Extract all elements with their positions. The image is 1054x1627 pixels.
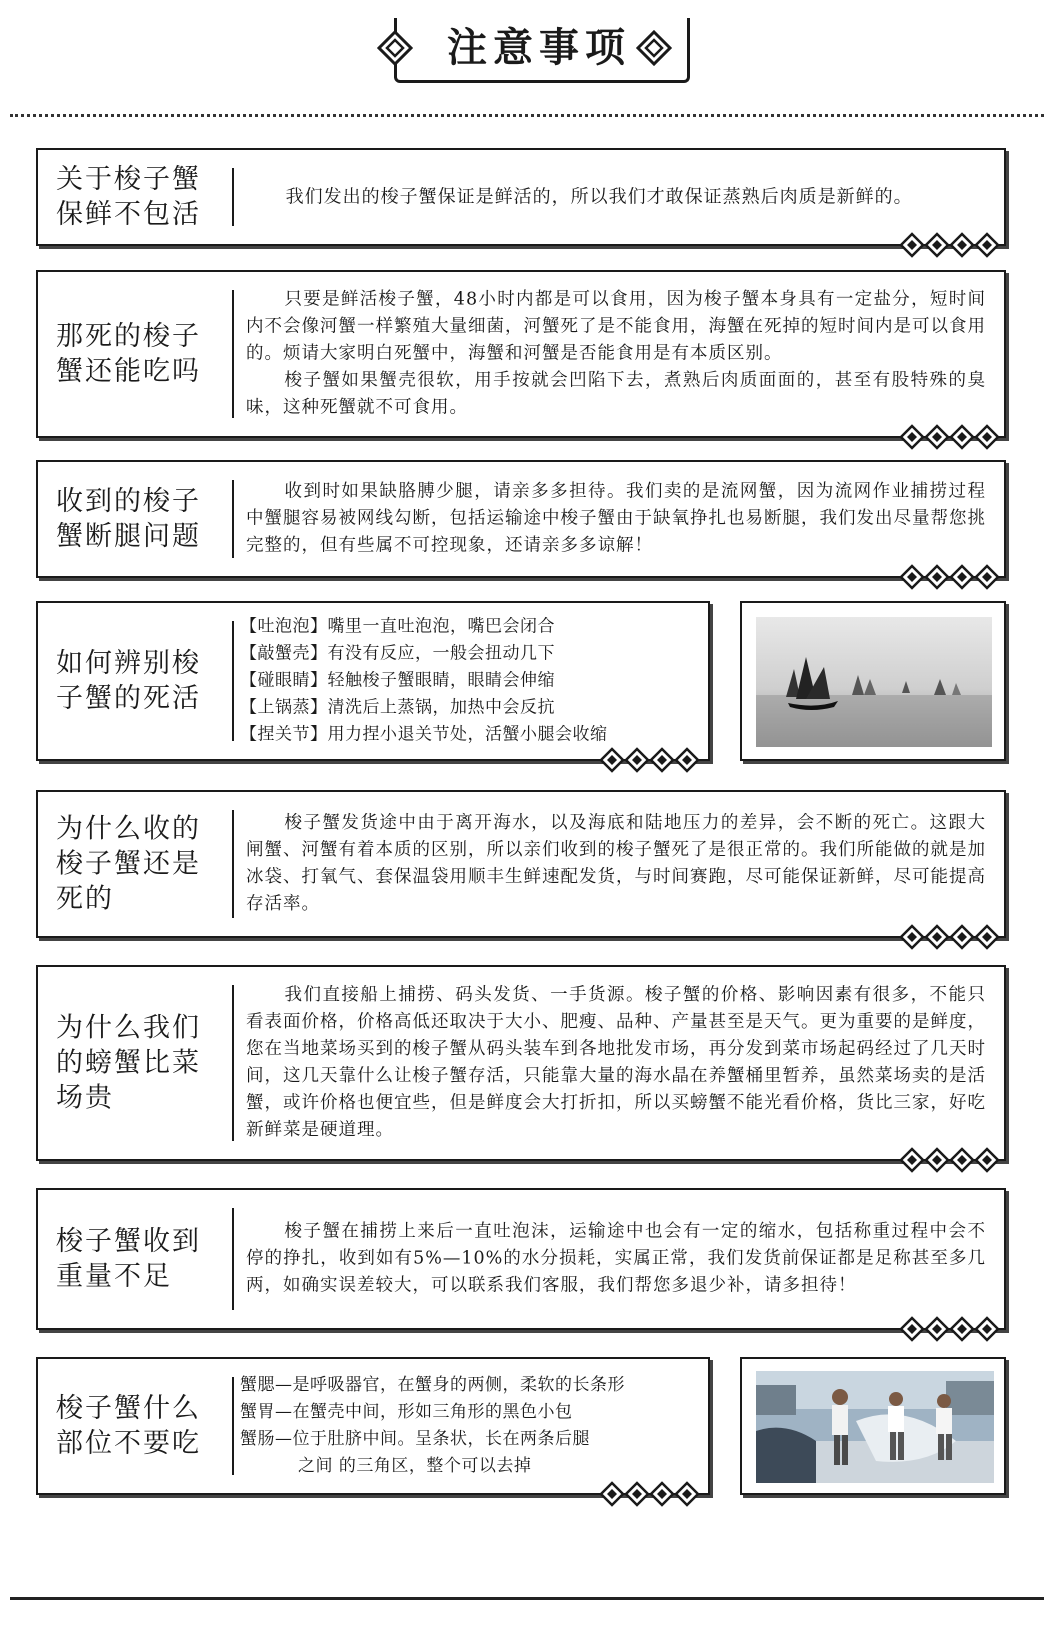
notice-card (36, 148, 1006, 246)
paragraph: 收到时如果缺胳膊少腿，请亲多多担待。我们卖的是流网蟹，因为流网作业捕捞过程中蟹腿容易被网线勾断，包括运输途中梭子蟹由于缺氧挣扎也易断腿，我们发出尽量帮您挑完整的，但有些属不可控现象，还请亲多多谅解！ (246, 481, 986, 556)
divider (232, 1208, 234, 1310)
card-title: 梭子蟹收到重量不足 (56, 1226, 201, 1292)
list-item: 【上锅蒸】清洗后上蒸锅，加热中会反抗 (240, 697, 555, 718)
notice-card (36, 1357, 710, 1495)
card-body (240, 614, 702, 749)
paragraph: 只要是鲜活梭子蟹，48小时内都是可以食用，因为梭子蟹本身具有一定盐分，短时间内不会像河蟹一样繁殖大量细菌，河蟹死了是不能食用，海蟹在死掉的短时间内是可以食用的。烦请大家明白死蟹中，海蟹和河蟹是否能食用是有本质区别。 (246, 289, 986, 364)
diamond-ornament-icon (377, 30, 413, 66)
paragraph: 梭子蟹如果蟹壳很软，用手按就会凹陷下去，煮熟后肉质面面的，甚至有股特殊的臭味，这种死蟹就不可食用。 (246, 370, 986, 418)
list-item: 【敲蟹壳】有没有反应，一般会扭动几下 (240, 643, 555, 664)
card-title: 为什么我们的螃蟹比菜场贵 (56, 1012, 201, 1114)
list-item: 之间 的三角区，整个可以去掉 (298, 1456, 532, 1476)
four-diamonds-ornament-icon (900, 923, 1000, 951)
notice-card (36, 1188, 1006, 1330)
card-title: 关于梭子蟹保鲜不包活 (56, 164, 201, 230)
card-body (246, 982, 986, 1144)
divider (232, 1377, 234, 1475)
fishermen-with-net-photo (756, 1371, 994, 1483)
bottom-divider (10, 1597, 1044, 1600)
page-title: 注意事项 (447, 24, 631, 71)
divider (232, 810, 234, 918)
card-title: 梭子蟹什么部位不要吃 (56, 1393, 201, 1459)
paragraph: 我们发出的梭子蟹保证是鲜活的，所以我们才敢保证蒸熟后肉质是新鲜的。 (285, 186, 913, 208)
card-body (240, 1372, 702, 1480)
four-diamonds-ornament-icon (900, 231, 1000, 259)
divider (232, 985, 234, 1141)
divider (232, 480, 234, 558)
list-item: 蟹肠—位于肚脐中间。呈条状，长在两条后腿 (240, 1429, 590, 1449)
notice-card (36, 965, 1006, 1161)
dotted-divider (10, 114, 1044, 117)
four-diamonds-ornament-icon (600, 746, 700, 774)
photo-frame (740, 601, 1006, 761)
four-diamonds-ornament-icon (900, 1146, 1000, 1174)
list-item: 【捏关节】用力捏小退关节处，活蟹小腿会收缩 (240, 724, 608, 745)
list-item: 蟹胃—在蟹壳中间，形如三角形的黑色小包 (240, 1402, 573, 1422)
card-title: 那死的梭子蟹还能吃吗 (56, 321, 201, 387)
four-diamonds-ornament-icon (900, 1315, 1000, 1343)
card-body (246, 479, 986, 560)
notice-card (36, 790, 1006, 938)
sailboats-at-sea-photo (756, 617, 992, 747)
four-diamonds-ornament-icon (900, 423, 1000, 451)
four-diamonds-ornament-icon (900, 563, 1000, 591)
card-title: 为什么收的梭子蟹还是死的 (56, 813, 201, 915)
divider (232, 168, 234, 226)
photo-frame (740, 1357, 1006, 1495)
paragraph: 梭子蟹在捕捞上来后一直吐泡沫，运输途中也会有一定的缩水，包括称重过程中会不停的挣扎，收到如有5%—10%的水分损耗，实属正常，我们发货前保证都是足称甚至多几两，如确实误差较大，可以联系我们客服，我们帮您多退少补，请多担待！ (246, 1221, 986, 1296)
divider (232, 621, 234, 741)
list-item: 【碰眼睛】轻触梭子蟹眼睛，眼睛会伸缩 (240, 670, 555, 691)
card-body (246, 810, 986, 918)
list-item: 【吐泡泡】嘴里一直吐泡泡，嘴巴会闭合 (240, 616, 555, 637)
card-body (246, 287, 986, 422)
diamond-ornament-icon (636, 30, 672, 66)
notice-card (36, 601, 710, 761)
divider (232, 290, 234, 418)
card-title: 收到的梭子蟹断腿问题 (56, 486, 201, 552)
list-item: 蟹腮—是呼吸器官，在蟹身的两侧，柔软的长条形 (240, 1375, 625, 1395)
notice-card (36, 270, 1006, 438)
card-body (246, 1219, 986, 1300)
paragraph: 梭子蟹发货途中由于离开海水，以及海底和陆地压力的差异，会不断的死亡。这跟大闸蟹、河蟹有着本质的区别，所以亲们收到的梭子蟹死了是很正常的。我们所能做的就是加冰袋、打氧气、套保温袋用顺丰生鲜速配发货，与时间赛跑，尽可能保证新鲜，尽可能提高存活率。 (246, 813, 986, 914)
four-diamonds-ornament-icon (600, 1480, 700, 1508)
card-body (246, 184, 986, 211)
paragraph: 我们直接船上捕捞、码头发货、一手货源。梭子蟹的价格、影响因素有很多，不能只看表面价格，价格高低还取决于大小、肥瘦、品种、产量甚至是天气。更为重要的是鲜度，您在当地菜场买到的梭子蟹从码头装车到各地批发市场，再分发到菜市场起码经过了几天时间，这几天靠什么让梭子蟹存活，只能靠大量的海水晶在养蟹桶里暂养，虽然菜场卖的是活蟹，或许价格也便宜些，但是鲜度会大打折扣，所以买螃蟹不能光看价格，货比三家，好吃新鲜菜是硬道理。 (246, 985, 986, 1140)
notice-card (36, 460, 1006, 578)
card-title: 如何辨别梭子蟹的死活 (56, 648, 201, 714)
